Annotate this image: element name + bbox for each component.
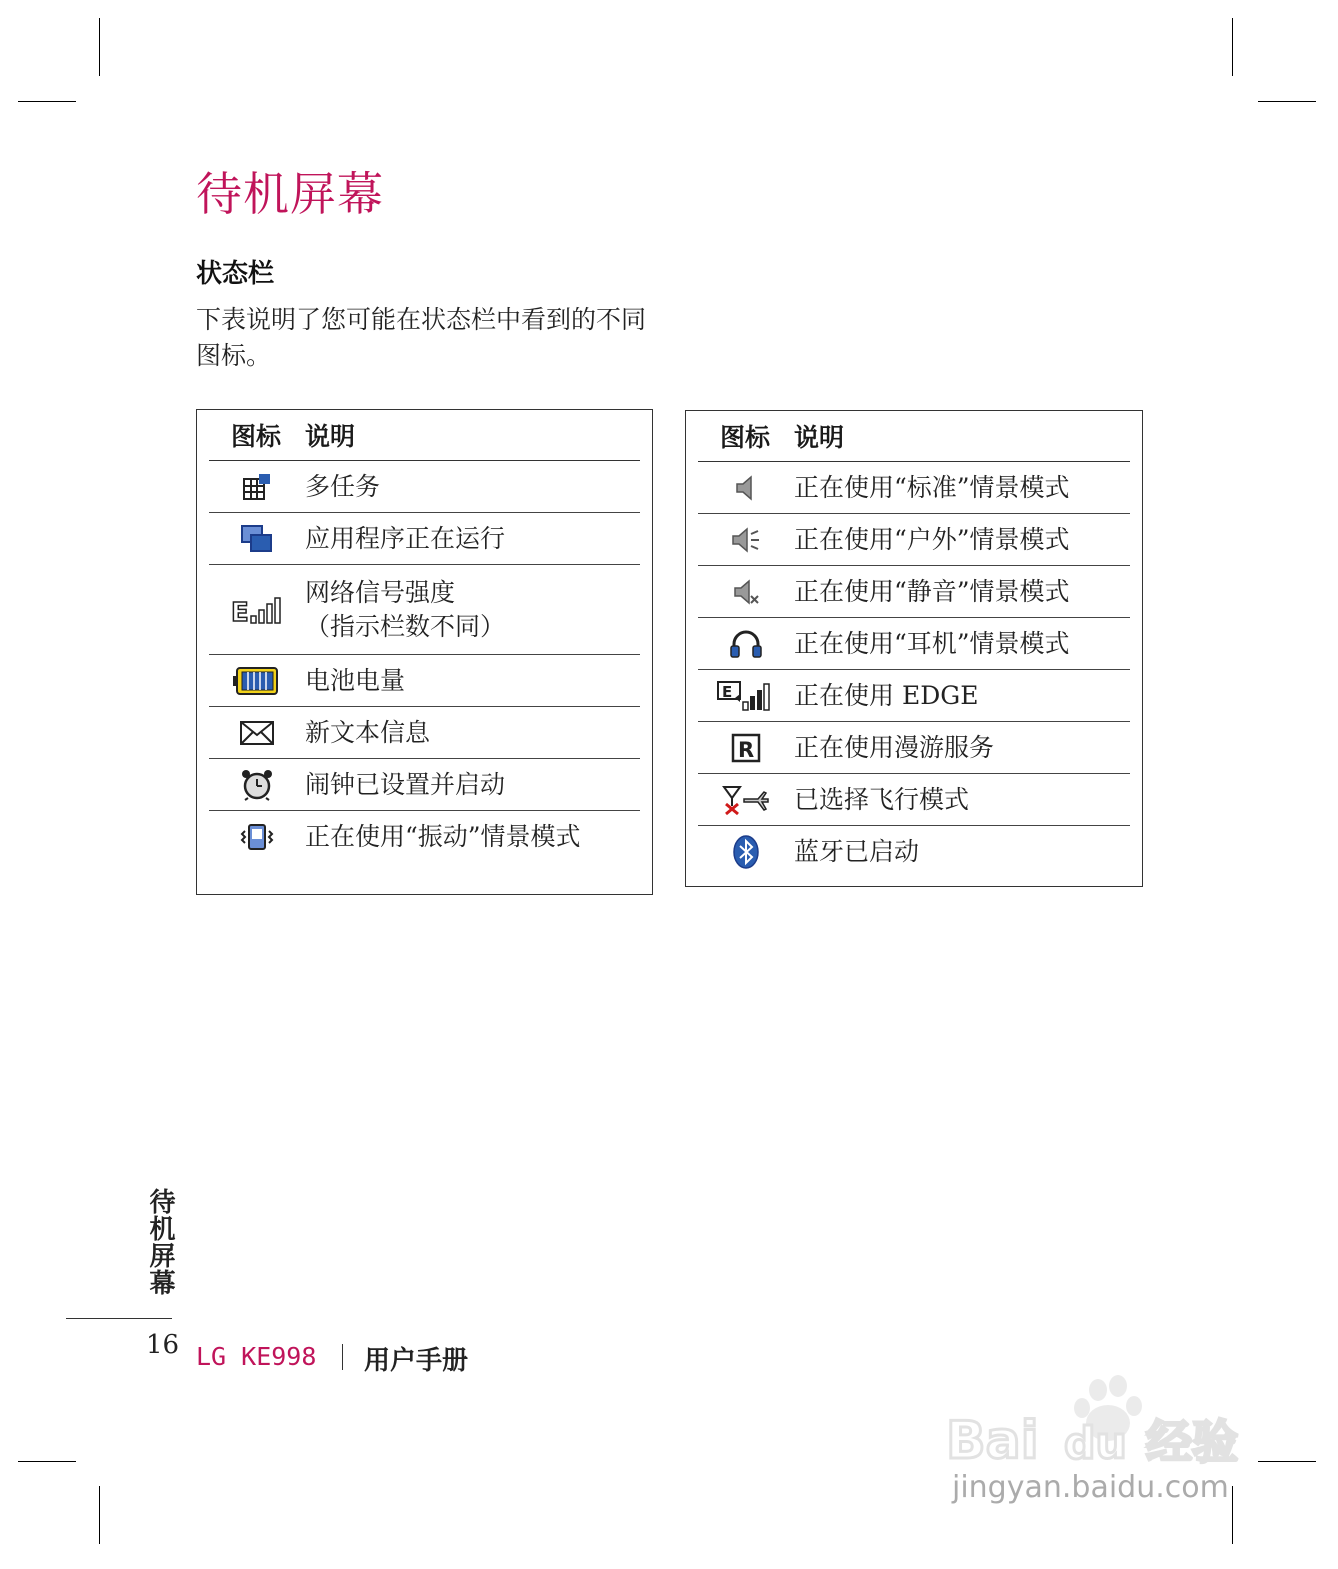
row-text: 正在使用漫游服务 bbox=[794, 732, 995, 762]
row-text: 正在使用“振动”情景模式 bbox=[305, 822, 581, 851]
table-row bbox=[209, 759, 640, 811]
crop-mark bbox=[99, 1486, 100, 1544]
row-text: 闹钟已设置并启动 bbox=[305, 769, 506, 799]
row-text: 正在使用 EDGE bbox=[794, 680, 979, 710]
table-row bbox=[209, 707, 640, 759]
row-text: 新文本信息 bbox=[305, 717, 431, 747]
watermark-url: jingyan.baidu.com bbox=[952, 1470, 1229, 1505]
header-desc-col: 说明 bbox=[794, 423, 845, 452]
table-row bbox=[209, 655, 640, 707]
header-icon-col: 图标 bbox=[720, 423, 771, 452]
table-row bbox=[209, 565, 640, 655]
row-text: 应用程序正在运行 bbox=[305, 523, 506, 553]
roaming-icon bbox=[731, 733, 761, 763]
crop-mark bbox=[1258, 1461, 1316, 1462]
row-text: 多任务 bbox=[305, 471, 381, 501]
row-text: 正在使用“户外”情景模式 bbox=[794, 524, 1070, 554]
flight-mode-icon bbox=[722, 784, 770, 816]
table-row bbox=[209, 513, 640, 565]
table-row bbox=[209, 811, 640, 863]
table-row bbox=[698, 722, 1130, 774]
footer-model: LG KE998 bbox=[196, 1342, 317, 1371]
speaker-icon bbox=[733, 474, 759, 502]
table-row bbox=[698, 774, 1130, 826]
watermark-brand-2: du bbox=[1064, 1418, 1127, 1468]
row-text: 正在使用“耳机”情景模式 bbox=[794, 628, 1070, 658]
speaker-mute-icon bbox=[731, 578, 761, 606]
footer-manual-title: 用户手册 bbox=[364, 1346, 469, 1376]
svg-text:E: E bbox=[722, 682, 733, 701]
crop-mark bbox=[99, 18, 100, 76]
crop-mark bbox=[18, 1461, 76, 1462]
table-row bbox=[698, 566, 1130, 618]
watermark-brand: Bai bbox=[946, 1411, 1039, 1468]
side-section-label: 待机屏幕 bbox=[145, 1188, 175, 1296]
signal-strength-icon bbox=[230, 594, 284, 626]
table-row bbox=[209, 461, 640, 513]
table-row bbox=[698, 670, 1130, 722]
table-header bbox=[209, 410, 640, 461]
footer-separator bbox=[342, 1344, 343, 1370]
crop-mark bbox=[1258, 101, 1316, 102]
edge-signal-icon bbox=[717, 680, 775, 712]
table-row bbox=[698, 826, 1130, 878]
bluetooth-icon bbox=[732, 835, 760, 869]
row-text: 电池电量 bbox=[305, 665, 406, 695]
header-icon-col: 图标 bbox=[231, 422, 282, 451]
crop-mark bbox=[18, 101, 76, 102]
row-text: 正在使用“静音”情景模式 bbox=[794, 576, 1070, 606]
envelope-icon bbox=[239, 719, 275, 747]
icon-table-left bbox=[196, 409, 653, 895]
watermark-cn: 经验 bbox=[1146, 1415, 1238, 1468]
multitask-icon bbox=[242, 473, 272, 501]
row-text bbox=[305, 568, 505, 652]
row-text-line1: 网络信号强度 bbox=[305, 577, 456, 607]
header-desc-col: 说明 bbox=[305, 422, 356, 451]
speaker-loud-icon bbox=[731, 526, 761, 554]
page-number: 16 bbox=[146, 1330, 180, 1360]
intro-text: 下表说明了您可能在状态栏中看到的不同图标。 bbox=[196, 305, 647, 370]
alarm-clock-icon bbox=[240, 769, 274, 801]
footer-rule bbox=[66, 1318, 172, 1319]
table-header bbox=[698, 411, 1130, 462]
table-row bbox=[698, 514, 1130, 566]
svg-text:R: R bbox=[738, 737, 755, 762]
svg-text:E: E bbox=[231, 597, 249, 626]
section-heading: 状态栏 bbox=[196, 259, 275, 289]
row-text: 蓝牙已启动 bbox=[794, 837, 920, 866]
table-row bbox=[698, 618, 1130, 670]
row-text-line2: （指示栏数不同） bbox=[305, 611, 506, 641]
headphones-icon bbox=[729, 629, 763, 659]
icon-table-right bbox=[685, 410, 1143, 887]
page-title: 待机屏幕 bbox=[196, 167, 384, 221]
table-row bbox=[698, 462, 1130, 514]
vibrate-icon bbox=[240, 822, 274, 852]
crop-mark bbox=[1232, 18, 1233, 76]
battery-icon bbox=[233, 666, 281, 696]
row-text: 已选择飞行模式 bbox=[794, 784, 970, 814]
app-running-icon bbox=[240, 524, 274, 554]
row-text: 正在使用“标准”情景模式 bbox=[794, 472, 1070, 502]
